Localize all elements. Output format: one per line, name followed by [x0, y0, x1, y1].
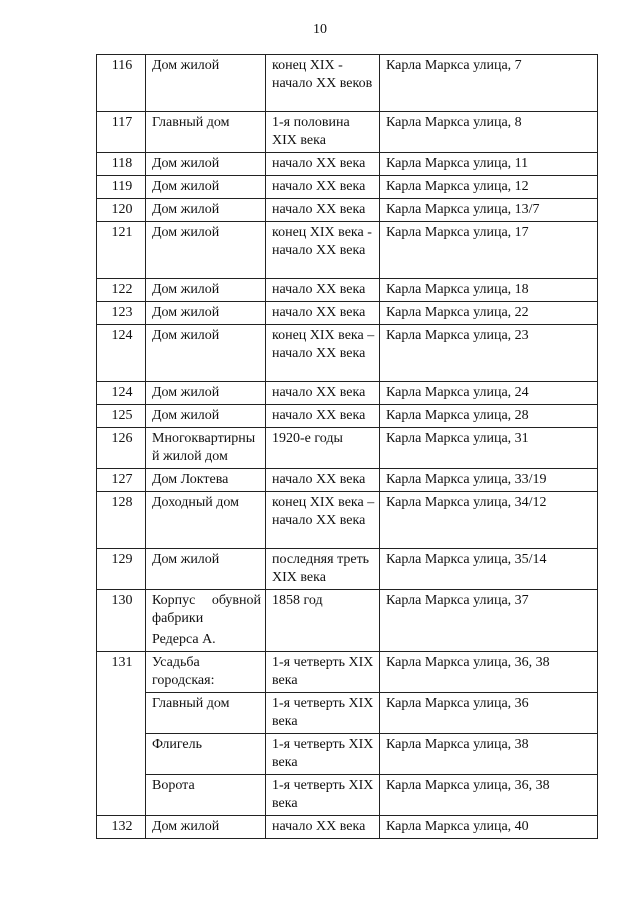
- table-subrow: [97, 775, 598, 816]
- object-address: Карла Маркса улица, 28: [380, 405, 598, 428]
- object-name: Главный дом: [146, 112, 266, 153]
- table-row: [97, 405, 598, 428]
- row-number: 119: [97, 176, 146, 199]
- row-number: 130: [97, 590, 146, 652]
- object-date: 1920-е годы: [266, 428, 380, 469]
- object-name: Дом жилой: [146, 549, 266, 590]
- row-number: 116: [97, 55, 146, 112]
- object-name: Корпус обувной фабрики: [152, 593, 261, 626]
- object-name-cell: [146, 590, 266, 652]
- table-row-group: [97, 652, 598, 693]
- row-number: 124: [97, 382, 146, 405]
- object-name: Дом жилой: [146, 382, 266, 405]
- table-row: [97, 279, 598, 302]
- object-name: Усадьба городская:: [146, 652, 266, 693]
- object-name: Доходный дом: [146, 492, 266, 549]
- object-date: начало XX века: [266, 405, 380, 428]
- row-number: 121: [97, 222, 146, 279]
- object-address: Карла Маркса улица, 33/19: [380, 469, 598, 492]
- object-address: Карла Маркса улица, 36: [380, 693, 598, 734]
- object-address: Карла Маркса улица, 37: [380, 590, 598, 652]
- object-name: Дом жилой: [146, 405, 266, 428]
- object-name: Дом жилой: [146, 325, 266, 382]
- row-number: 128: [97, 492, 146, 549]
- object-date: 1-я половина XIX века: [266, 112, 380, 153]
- object-date: начало XX века: [266, 199, 380, 222]
- object-date: 1-я четверть XIX века: [266, 652, 380, 693]
- object-address: Карла Маркса улица, 24: [380, 382, 598, 405]
- object-address: Карла Маркса улица, 38: [380, 734, 598, 775]
- object-address: Карла Маркса улица, 7: [380, 55, 598, 112]
- table-row: [97, 176, 598, 199]
- table-row: [97, 492, 598, 549]
- row-number: 126: [97, 428, 146, 469]
- object-date: 1-я четверть XIX века: [266, 693, 380, 734]
- object-name: Дом жилой: [146, 279, 266, 302]
- object-date: начало XX века: [266, 153, 380, 176]
- table-row: [97, 199, 598, 222]
- object-date: начало XX века: [266, 176, 380, 199]
- table-row: [97, 428, 598, 469]
- row-number: 120: [97, 199, 146, 222]
- object-address: Карла Маркса улица, 35/14: [380, 549, 598, 590]
- object-name: Дом Локтева: [146, 469, 266, 492]
- table-row: [97, 302, 598, 325]
- object-address: Карла Маркса улица, 36, 38: [380, 652, 598, 693]
- object-date: конец XIX века – начало XX века: [266, 492, 380, 549]
- object-date: начало XX века: [266, 279, 380, 302]
- table-row: [97, 55, 598, 112]
- table-subrow: [97, 693, 598, 734]
- table-row: [97, 222, 598, 279]
- object-name: Дом жилой: [146, 222, 266, 279]
- object-address: Карла Маркса улица, 23: [380, 325, 598, 382]
- object-address: Карла Маркса улица, 40: [380, 816, 598, 839]
- object-address: Карла Маркса улица, 18: [380, 279, 598, 302]
- object-name: Дом жилой: [146, 176, 266, 199]
- object-address: Карла Маркса улица, 8: [380, 112, 598, 153]
- object-date: конец XIX века - начало XX века: [266, 222, 380, 279]
- table-row: [97, 469, 598, 492]
- object-address: Карла Маркса улица, 36, 38: [380, 775, 598, 816]
- object-address: Карла Маркса улица, 34/12: [380, 492, 598, 549]
- object-name-extra: Редерса А.: [152, 632, 216, 647]
- object-name: Главный дом: [146, 693, 266, 734]
- row-number: 123: [97, 302, 146, 325]
- object-name: Ворота: [146, 775, 266, 816]
- object-date: начало XX века: [266, 302, 380, 325]
- object-name: Флигель: [146, 734, 266, 775]
- row-number: 117: [97, 112, 146, 153]
- object-name: Дом жилой: [146, 55, 266, 112]
- object-date: 1-я четверть XIX века: [266, 734, 380, 775]
- object-date: конец XIX - начало XX веков: [266, 55, 380, 112]
- object-name: Дом жилой: [146, 302, 266, 325]
- object-address: Карла Маркса улица, 11: [380, 153, 598, 176]
- table-row: [97, 382, 598, 405]
- object-name: Дом жилой: [146, 199, 266, 222]
- object-date: 1-я четверть XIX века: [266, 775, 380, 816]
- table-row: [97, 549, 598, 590]
- object-address: Карла Маркса улица, 12: [380, 176, 598, 199]
- row-number: 127: [97, 469, 146, 492]
- object-date: последняя треть XIX века: [266, 549, 380, 590]
- object-name: Дом жилой: [146, 816, 266, 839]
- object-name: Многоквартирный жилой дом: [146, 428, 266, 469]
- row-number: 132: [97, 816, 146, 839]
- object-date: начало XX века: [266, 469, 380, 492]
- row-number: 118: [97, 153, 146, 176]
- row-number: 129: [97, 549, 146, 590]
- object-date: конец XIX века – начало XX века: [266, 325, 380, 382]
- object-address: Карла Маркса улица, 31: [380, 428, 598, 469]
- row-number: 122: [97, 279, 146, 302]
- row-number: 125: [97, 405, 146, 428]
- table-row: [97, 153, 598, 176]
- page-number: 10: [313, 22, 327, 37]
- object-address: Карла Маркса улица, 22: [380, 302, 598, 325]
- object-address: Карла Маркса улица, 13/7: [380, 199, 598, 222]
- object-date: начало XX века: [266, 816, 380, 839]
- row-number: 131: [97, 652, 146, 816]
- table-row: [97, 325, 598, 382]
- object-name: Дом жилой: [146, 153, 266, 176]
- table-row: [97, 590, 598, 652]
- table-row: [97, 816, 598, 839]
- object-date: начало XX века: [266, 382, 380, 405]
- table-row: [97, 112, 598, 153]
- row-number: 124: [97, 325, 146, 382]
- object-address: Карла Маркса улица, 17: [380, 222, 598, 279]
- table-subrow: [97, 734, 598, 775]
- heritage-table: [96, 54, 598, 839]
- object-date: 1858 год: [266, 590, 380, 652]
